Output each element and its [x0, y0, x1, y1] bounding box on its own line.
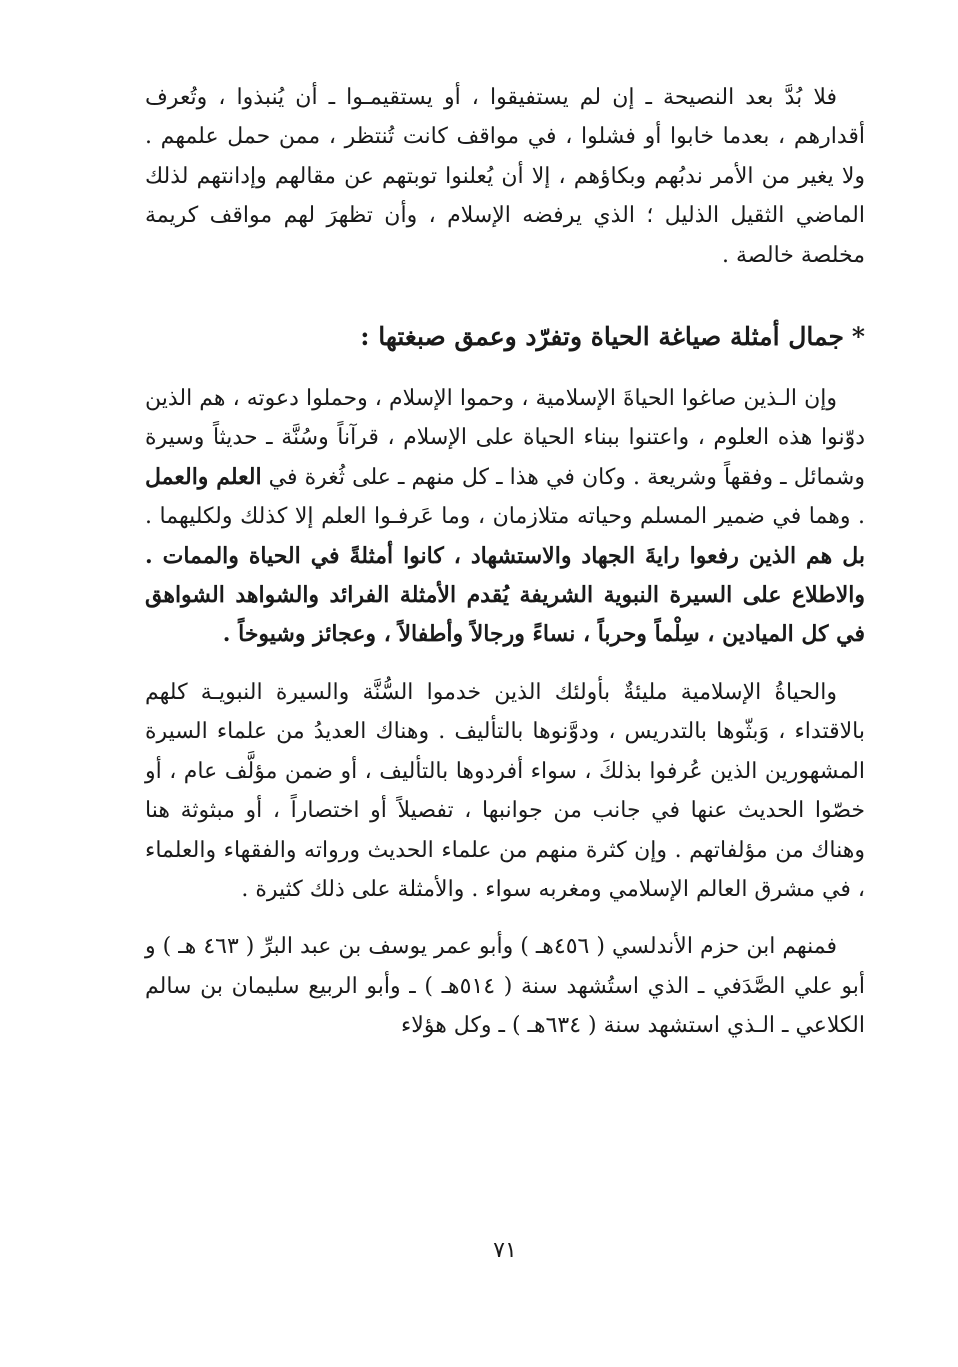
bold-phrase-jihad-examples: بل هم الذين رفعوا رايةَ الجهاد والاستشهاد ، كانوا أمثلةً في الحياة والممات . والاطلاع على السيرة النبوية الشريفة يُقدم الأمثلة الفرائد والشواهد الشواهق في كل الميادين ، سِلْماً وحرباً ، نساءً ورجالاً وأطفالاً ، وعجائز وشيوخاً .	[145, 542, 865, 648]
paragraph-text-segment: . وهما في ضمير المسلم وحياته متلازمان ، وما عَرفـوا العلم إلا كذلك ولكليهما .	[145, 504, 865, 530]
paragraph-scholar-list: فمنهم ابن حزم الأندلسي ( ٤٥٦هـ ) وأبو عمر يوسف بن عبد البرِّ ( ٤٦٣ هـ ) و أبو علي الصَّدَفي ـ الذي استُشهد سنة ( ٥١٤هـ ) ـ وأبو الربيع سليمان بن سالم الكلاعي ـ الـذي استشهد سنة ( ٦٣٤هـ ) ـ وكل هؤلاء	[145, 934, 865, 1039]
bold-phrase-knowledge-action: العلم والعمل	[145, 463, 262, 490]
paragraph-sira-scholars: والحياةُ الإسلامية مليئةٌ بأولئك الذين خدموا السُّنَّة والسيرة النبويـة كلهم بالاقتداء ، وَبثّوها بالتدريس ، ودوَّنوها بالتأليف . وهناك العديدُ من علماء السيرة المشهورين الذين عُرفوا بذلكَ ، سواء أفردوها بالتأليف ، أو ضمن مؤلَّف عام ، أو خصّوا الحديث عنها في جانب من جوانبها ، تفصيلاً أو اختصاراً ، أو مبثوثة هنا وهناك من مؤلفاتهم . وإن كثرة منهم من علماء الحديث ورواته والفقهاء والعلماء ، في مشرق العالم الإسلامي ومغربه سواء . والأمثلة على ذلك كثيرة .	[145, 679, 865, 902]
page-number: ٧١	[493, 1238, 517, 1263]
book-page	[145, 78, 865, 1358]
heading-star-marker: *	[851, 322, 865, 352]
section-heading	[145, 317, 865, 357]
heading-text: جمال أمثلة صياغة الحياة وتفرّد وعمق صبغتها :	[360, 322, 844, 352]
paragraph-intro: فلا بُدَّ بعد النصيحة ـ إن لم يستفيقوا ، أو يستقيمـوا ـ أن يُنبذوا ، وتُعرف أقدارهم ، بعدما خابوا أو فشلوا ، في مواقف كانت تُنتظر ، ممن حمل علمهم . ولا يغير من الأمر ندبُهم وبكاؤهم ، إلا أن يُعلنوا توبتهم عن مقالهم وإدانتهم لذلك الماضي الثقيل الذليل ؛ الذي يرفضه الإسلام ، وأن تظهرَ لهم مواقف كريمة مخلصة خالصة .	[145, 85, 865, 268]
paragraph-life-builders	[145, 379, 865, 655]
paragraph-text-segment: وإن الـذين صاغوا الحياةَ الإسلامية ، وحموا الإسلام ، وحملوا دعوته ، هم الذين دوّنوا هذه العلوم ، واعتنوا ببناء الحياة على الإسلام ، قرآناً وسُنَّة ـ حديثاً وسيرة وشمائل ـ وفقهاً وشريعة . وكان في هذا ـ كل منهم ـ على ثُغرة في	[145, 386, 865, 490]
